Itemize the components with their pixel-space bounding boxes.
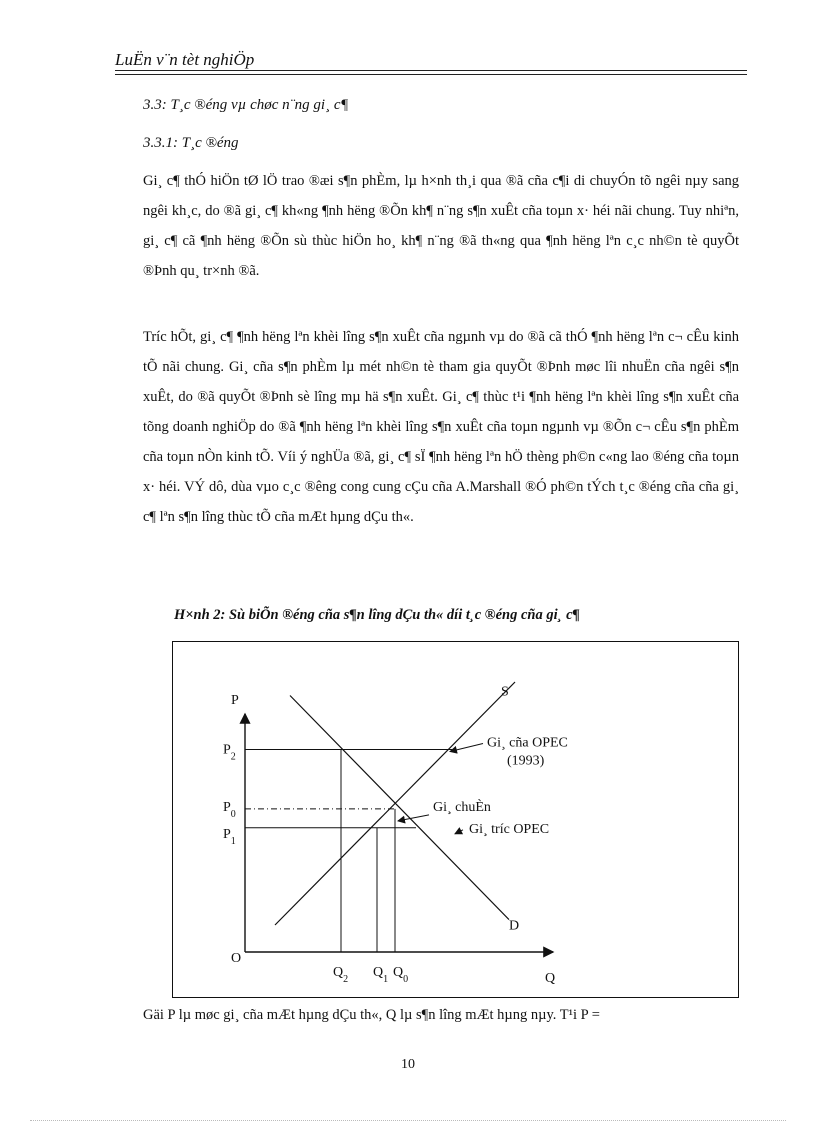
paragraph-2: Tríc hÕt, gi¸ c¶ ¶nh hëng lªn khèi lîng s¶n xuÊt cña ngµnh vµ do ®ã cã thÓ ¶nh hëng lªn c¬ cÊu kinh tÕ nãi chung. Gi¸ cña s¶n phÈm lµ mét nh©n tè tham gia quyÕt ®Þnh møc lîi nhuËn cña ngêi s¶n xuÊt, do ®ã quyÕt ®Þnh sè lîng mµ hä s¶n xuÊt. Gi¸ c¶ thùc t¹i ¶nh hëng lªn khèi lîng s¶n xuÊt cña tõng doanh nghiÖp do ®ã ¶nh hëng lªn khèi lîng s¶n xuÊt cña toµn ngµnh vµ ®Õn c¬ cÊu s¶n phÈm cña toµn nÒn kinh tÕ. Víi ý nghÜa ®ã, gi¸ c¶ sÏ ¶nh hëng lªn hÖ thèng ph©n c«ng lao ®éng cña toµn x· héi. VÝ dô, dùa vµo c¸c ®êng cong cung cÇu cña A.Marshall ®Ó ph©n tÝch t¸c ®éng cña cña gi¸ c¶ lªn s¶n lîng thùc tÕ cña mÆt hµng dÇu th«. [143, 329, 739, 525]
header-rule-secondary [115, 74, 747, 75]
section-heading: 3.3: T¸c ®éng vµ chøc n¨ng gi¸ c¶ [143, 97, 349, 113]
closing-line: Gäi P lµ møc gi¸ cña mÆt hµng dÇu th«, Q lµ s¶n lîng mÆt hµng nµy. T¹i P = [143, 1007, 600, 1023]
y-axis-label: P [231, 693, 239, 708]
y-tick-p0: $P_0$ [223, 799, 236, 820]
standard-price-annotation: Gi¸ chuÈn [433, 799, 491, 815]
x-tick-q2: $Q_2$ [333, 965, 349, 985]
pre-opec-price-annotation: Gi¸ tríc OPEC [469, 821, 550, 837]
origin-label: O [231, 951, 242, 966]
x-tick-q1: $Q_1$ [373, 965, 389, 985]
y-tick-p1: $P_1$ [223, 826, 236, 847]
opec-price-year: (1993) [507, 753, 545, 769]
paragraph-1: Gi¸ c¶ thÓ hiÖn tØ lÖ trao ®æi s¶n phÈm, lµ h×nh th¸i qua ®ã cña c¶i di chuyÓn tõ ngêi nµy sang ngêi kh¸c, do ®ã gi¸ c¶ kh«ng ¶nh hëng ®Õn kh¶ n¨ng s¶n xuÊt cña toµn x· héi nãi chung. Tuy nhiªn, gi¸ c¶ cã ¶nh hëng ®Õn sù thùc hiÖn ho¸ kh¶ n¨ng ®ã th«ng qua ¶nh hëng lªn c¸c nh©n tè quyÕt ®Þnh qu¸ tr×nh ®ã. [143, 173, 739, 279]
opec-price-annotation: Gi¸ cña OPEC [487, 735, 568, 751]
subsection-heading: 3.3.1: T¸c ®éng [143, 135, 239, 151]
header-rule [115, 70, 747, 71]
x-axis-label: Q [545, 971, 556, 986]
demand-curve-label: D [509, 918, 520, 934]
opec-price-arrow [450, 744, 483, 752]
x-tick-q0: $Q_0$ [393, 965, 409, 985]
figure-caption: H×nh 2: Sù biÕn ®éng cña s¶n lîng dÇu th« díi t¸c ®éng cña gi¸ c¶ [174, 607, 580, 623]
supply-curve-label: S [501, 684, 509, 700]
pre-opec-price-arrow [455, 830, 463, 834]
standard-price-arrow [398, 815, 429, 821]
page-bottom-rule [30, 1120, 786, 1121]
supply-demand-chart [172, 641, 739, 998]
page-number: 10 [401, 1057, 415, 1072]
y-tick-p2: $P_2$ [223, 742, 236, 762]
running-header: LuËn v¨n tèt nghiÖp [115, 50, 255, 69]
